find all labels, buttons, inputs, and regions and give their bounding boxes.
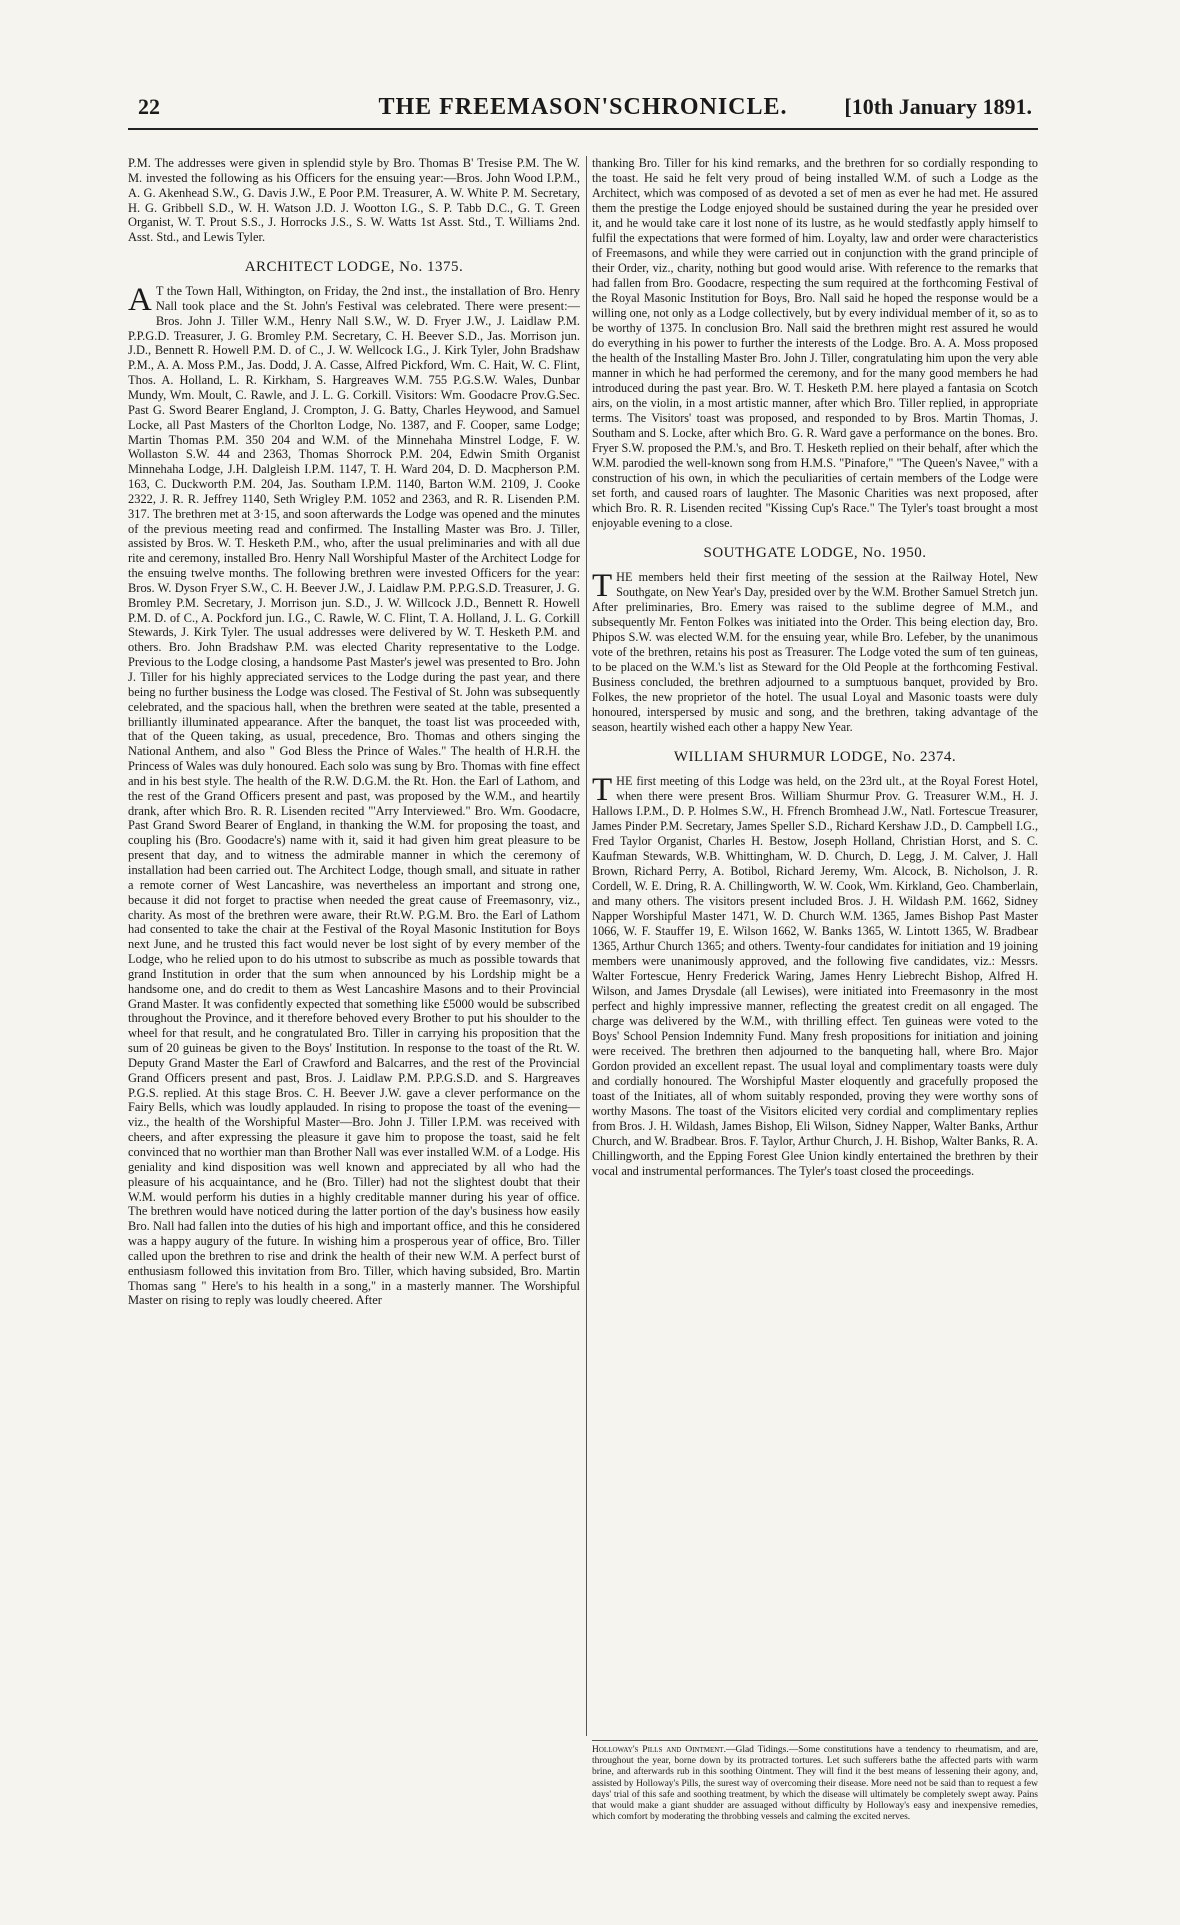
southgate-lodge-text: HE members held their first meeting of the session at the Railway Hotel, New Southgate, on New Year's Day, presided over by the W.M. Brother Samuel Stretch jun. After preliminaries, Bro. Emery was raised to the sublime degree of M.M., and subsequently Mr. Fenton Folkes was initiated into the Order. This being election day, Bro. Phipos S.W. was elected W.M. for the ensuing year, while Bro. Lefeber, by the unanimous vote of the brethren, retains his post as Treasurer. The Lodge voted the sum of ten guineas, to be placed on the W.M.'s list as Steward for the Old People at the forthcoming Festival. Business concluded, the brethren adjourned to a sumptuous banquet, provided by Bro. Folkes, the new proprietor of the hotel. The usual Loyal and Masonic toasts were duly honoured, interspersed by music and song, and the brethren, taking advantage of the season, heartily wished each other a happy New Year. [592, 570, 1038, 734]
holloway-advertisement [592, 1740, 1038, 1823]
shurmur-lodge-text: HE first meeting of this Lodge was held, on the 23rd ult., at the Royal Forest Hotel, when there were present Bros. William Shurmur Prov. G. Treasurer W.M., H. J. Hallows I.P.M., D. P. Holmes S.W., H. Ffrench Bromhead J.W., Natl. Fortescue Treasurer, James Pinder P.M. Secretary, James Speller S.D., Richard Kershaw J.D., D. Campbell I.G., Fred Taylor Organist, Charles H. Bestow, Joseph Holland, Christian Horst, and S. C. Kaufman Stewards, W.B. Whittingham, W. D. Church, D. Legg, J. M. Calver, J. Hall Brown, Richard Perry, A. Botibol, Richard Jeremy, Wm. Alcock, B. Nicholson, J. R. Cordell, W. E. Dring, R. A. Chillingworth, W. W. Cook, Wm. Kirkland, Geo. Chamberlain, and many others. The visitors present included Bros. J. H. Wildash P.M. 1662, Sidney Napper Worshipful Master 1471, W. D. Church W.M. 1365, James Bishop Past Master 1066, W. F. Stauffer 19, E. Wilson 1662, W. Banks 1365, W. Lintott 1365, W. Bradbear 1365, Arthur Church 1365; and others. Twenty-four candidates for initiation and 19 joining members were unanimously approved, and the following five candidates, viz.: Messrs. Walter Fortescue, Henry Frederick Waring, James Henry Liebrecht Bishop, Alfred H. Wilson, and James Drysdale (all Lewises), were initiated into Freemasonry in the most perfect and highly impressive manner, reflecting the greatest credit on all engaged. The charge was delivered by the W.M., with thrilling effect. Ten guineas were voted to the Boys' School Pension Indemnity Fund. Many fresh propositions for initiation and joining were received. The brethren then adjourned to the banqueting hall, where Bro. Major Gordon provided an excellent repast. The usual loyal and complimentary toasts were duly and cordially honoured. The Worshipful Master eloquently and gracefully proposed the toast of the Initiates, all of whom suitably responded, proving they were worthy sons of worthy Masons. The toast of the Visitors elicited very cordial and complimentary replies from Bros. J. H. Wildash, James Bishop, Eli Wilson, Sidney Napper, Walter Banks, Arthur Church, and W. Bradbear. Bros. F. Taylor, Arthur Church, J. H. Bishop, Walter Banks, R. A. Chillingworth, and the Epping Forest Glee Union kindly entertained the brethren by their vocal and instrumental performances. The Tyler's toast closed the proceedings. [592, 774, 1038, 1178]
architect-lodge-text: T the Town Hall, Withington, on Friday, the 2nd inst., the installation of Bro. Henry Nall took place and the St. John's Festival was celebrated. There were present:—Bros. John J. Tiller W.M., Henry Nall S.W., W. D. Fryer J.W., J. Laidlaw P.M. P.P.G.D. Treasurer, J. G. Bromley P.M. Secretary, C. H. Beever S.D., Jas. Morrison jun. J.D., Bennett R. Howell P.M. D. of C., J. W. Wellcock I.G., J. Kirk Tyler, John Bradshaw P.M., A. A. Moss P.M., Jas. Dodd, J. A. Casse, Alfred Pickford, Wm. C. Hait, W. C. Flint, Thos. A. Holland, L. R. Kirkham, S. Hargreaves W.M. 755 P.G.S.W. Wales, Dunbar Mundy, Wm. Moult, C. Rawle, and J. L. G. Corkill. Visitors: Wm. Goodacre Prov.G.Sec. Past G. Sword Bearer England, J. Crompton, J. G. Batty, Charles Heywood, and Samuel Locke, all Past Masters of the Chorlton Lodge, No. 1387, and F. Cooper, same Lodge; Martin Thomas P.M. 350 204 and W.M. of the Minnehaha Minstrel Lodge, F. W. Wollaston S.W. 44 and 2363, Thomas Shorrock P.M. 204, Edwin Smith Organist Minnehaha Lodge, J.H. Dalgleish I.P.M. 1147, T. H. Ward 204, D. D. Macpherson P.M. 163, C. Duckworth P.M. 204, Jas. Southam I.P.M. 1140, Barton W.M. 2109, J. Cooke 2322, J. R. R. Jeffrey 1140, Seth Wrigley P.M. 1052 and 2363, and R. R. Lisenden P.M. 317. The brethren met at 3·15, and soon afterwards the Lodge was opened and the minutes of the previous meeting read and confirmed. The Installing Master was Bro. J. Tiller, assisted by Bros. W. T. Hesketh P.M., who, after the usual preliminaries and with all due rite and ceremony, installed Bro. Henry Nall Worshipful Master of the Architect Lodge for the ensuing twelve months. The following brethren were invested Officers for the year: Bros. W. Dyson Fryer S.W., C. H. Beever J.W., J. Laidlaw P.M. P.P.G.S.D. Treasurer, J. G. Bromley P.M. Secretary, J. Morrison jun. S.D., J. W. Willcock J.D., Bennett R. Howell P.M. D. of C., A. Pockford jun. I.G., C. Rawle, W. C. Flint, T. A. Holland, J. L. G. Corkill Stewards, J. Kirk Tyler. The usual addresses were delivered by W. T. Hesketh P.M. and others. Bro. John Bradshaw P.M. was elected Charity representative to the Lodge. Previous to the Lodge closing, a handsome Past Master's jewel was presented to Bro. John J. Tiller for his highly appreciated services to the Lodge during the past year, and there being no further business the Lodge was closed. The Festival of St. John was subsequently celebrated, and the spacious hall, when the brethren were seated at the table, presented a brilliantly illuminated appearance. After the banquet, the toast list was proceeded with, that of the Queen taking, as usual, precedence, Bro. Thomas and others singing the National Anthem, and also " God Bless the Prince of Wales." The health of H.R.H. the Princess of Wales was duly honoured. Each solo was sung by Bro. Thomas with fine effect and in his best style. The health of the R.W. D.G.M. the Rt. Hon. the Earl of Lathom, and the rest of the Grand Officers present and past, was proposed by the W.M., and heartily drank, after which Bro. R. R. Lisenden recited "'Arry Interviewed." Bro. Wm. Goodacre, Past Grand Sword Bearer of England, in thanking the W.M. for proposing the toast, and coupling his (Bro. Goodacre's) name with it, said it had given him great pleasure to be present that day, and to witness the admirable manner in which the ceremony of installation had been carried out. The Architect Lodge, though small, and situate in rather a remote corner of West Lancashire, was nevertheless an important and strong one, because it did not forget to practise when needed the great cause of Freemasonry, viz., charity. As most of the brethren were aware, their Rt.W. P.G.M. Bro. the Earl of Lathom had consented to take the chair at the Festival of the Royal Masonic Institution for Boys next June, and he trusted this fact would never be lost sight of by every member of the Lodge, who he relied upon to do his utmost to subscribe as much as possible towards that grand Institution in order that the sum when announced by his Lordship might be a handsome one, and do credit to them as West Lancashire Masons and to their Provincial Grand Master. It was confidently expected that something like £5000 would be subscribed throughout the Province, and it therefore behoved every Brother to put his shoulder to the wheel for that result, and he congratulated Bro. Tiller in carrying his proposition that the sum of 20 guineas be given to the Boys' Institution. In response to the toast of the Rt. W. Deputy Grand Master the Earl of Crawford and Balcarres, and the rest of the Provincial Grand Officers present and past, Bros. J. Laidlaw P.M. P.P.G.S.D. and S. Hargreaves P.G.S. replied. At this stage Bros. C. H. Beever J.W. gave a clever performance on the Fairy Bells, which was loudly applauded. In rising to propose the toast of the evening—viz., the health of the Worshipful Master—Bro. John J. Tiller I.P.M. was received with cheers, and after expressing the pleasure it gave him to propose the toast, said he felt convinced that no worthier man than Brother Nall was ever installed W.M. of a Lodge. His geniality and kind disposition was well known and appreciated by all who had the pleasure of his acquaintance, and he (Bro. Tiller) had not the slightest doubt that their W.M. would perform his duties in a highly creditable manner during his year of office. The brethren would have noticed during the latter portion of the day's business how easily Bro. Nall had fallen into the duties of his high and important office, and this he considered was a happy augury of the future. In wishing him a prosperous year of office, Bro. Tiller called upon the brethren to rise and drink the health of their new W.M. A perfect burst of enthusiasm followed this invitation from Bro. Tiller, which having subsided, Bro. Martin Thomas sang " Here's to his health in a song," in a masterly manner. The Worshipful Master on rising to reply was loudly cheered. After [128, 284, 580, 1308]
architect-lodge-heading: ARCHITECT LODGE, No. 1375. [244, 259, 464, 276]
shurmur-lodge-article [592, 774, 1038, 1179]
southgate-lodge-heading: SOUTHGATE LODGE, No. 1950. [703, 545, 927, 561]
right-continuation-text: thanking Bro. Tiller for his kind remarks, and the brethren for so cordially responding to the toast. He said he felt very proud of being installed W.M. of such a Lodge as the Architect, which was composed of as devoted a set of men as ever he had met. He assured them the prestige the Lodge enjoyed should be sustained during the year he presided over it, and he would take care it lost none of its lustre, as he would stedfastly apply himself to fulfil the expectations that were formed of him. Loyalty, law and order were characteristics of Freemasons, and while they were carried out in conjunction with the grand principle of their Order, viz., charity, nothing but good would arise. With reference to the remarks that had fallen from Bro. Goodacre, respecting the sum required at the forthcoming Festival of the Royal Masonic Institution for Boys, Bro. Nall said he hoped the response would be a willing one, not only as a Lodge collectively, but by every individual member of it, so as to be worthy of 1375. In conclusion Bro. Nall said the brethren might rest assured he would do everything in his power to further the interests of the Lodge. Bro. A. A. Moss proposed the health of the Installing Master Bro. John J. Tiller, congratulating him upon the very able manner in which he had performed the ceremony, and for the many good members he had introduced during the past year. Bro. W. T. Hesketh P.M. here played a fantasia on Scotch airs, on the violin, in a most artistic manner, after which Bro. Tiller replied, in appropriate terms. The Visitors' toast was proposed, and responded to by Bros. Martin Thomas, J. Southam and S. Locke, after which Bro. G. R. Ward gave a performance on the bones. Bro. Fryer S.W. proposed the P.M.'s, and Bro. T. Hesketh replied on their behalf, after which the W.M. parodied the well-known song from H.M.S. "Pinafore," "The Queen's Navee," with a construction of his own, in which the peculiarities of certain members of the Lodge were set forth, and caused roars of laughter. The Masonic Charities was next proposed, after which Bro. R. R. Lisenden recited "Kissing Cup's Race." The Tyler's toast brought a most enjoyable evening to a close. [592, 156, 1038, 530]
issue-date: [10th January 1891. [844, 94, 1032, 119]
left-continuation-text: P.M. The addresses were given in splendid style by Bro. Thomas B' Tresise P.M. The W. M. invested the following as his Officers for the ensuing year:—Bros. John Wood I.P.M., A. G. Akenhead S.W., G. Davis J.W., E Poor P.M. Treasurer, A. W. White P. M. Secretary, H. G. Gribbell S.D., W. H. Watson J.D. J. Wootton I.G., S. P. Tabb D.C., G. T. Green Organist, W. T. Prout S.S., J. Horrocks J.S., S. W. Watts 1st Asst. Std., T. Williams 2nd. Asst. Std., and Lewis Tyler. [128, 156, 580, 245]
advertisement-body [592, 1745, 1038, 1823]
advertisement-title: Holloway's Pills and Ointment. [592, 1745, 726, 1755]
column-rule [586, 156, 587, 1736]
left-column [128, 156, 580, 1308]
architect-dropcap: A [128, 282, 152, 319]
journal-title: THE FREEMASON'SCHRONICLE. [378, 94, 788, 120]
advertisement-text: —Glad Tidings.—Some constitutions have a tendency to rheumatism, and are, throughout the year, borne down by its protracted tortures. Let such sufferers bathe the affected parts with warm brine, and afterwards rub in this soothing Ointment. They will find it the best means of lessening their agony, and, assisted by Holloway's Pills, the surest way of overcoming their disease. More need not be said than to request a few days' trial of this safe and soothing treatment, by which the disease will ultimately be completely swept away. Pains that would make a giant shudder are assuaged without difficulty by Holloway's easy and inexpensive remedies, which comfort by moderating the throbbing vessels and calming the excited nerves. [592, 1745, 1038, 1823]
shurmur-dropcap: T [592, 772, 613, 808]
southgate-dropcap: T [592, 568, 613, 604]
page-number: 22 [138, 94, 160, 119]
architect-lodge-article [128, 284, 580, 1308]
southgate-lodge-article [592, 570, 1038, 735]
shurmur-lodge-heading: WILLIAM SHURMUR LODGE, No. 2374. [673, 749, 957, 765]
masthead [128, 94, 1038, 130]
right-column [592, 156, 1038, 1179]
